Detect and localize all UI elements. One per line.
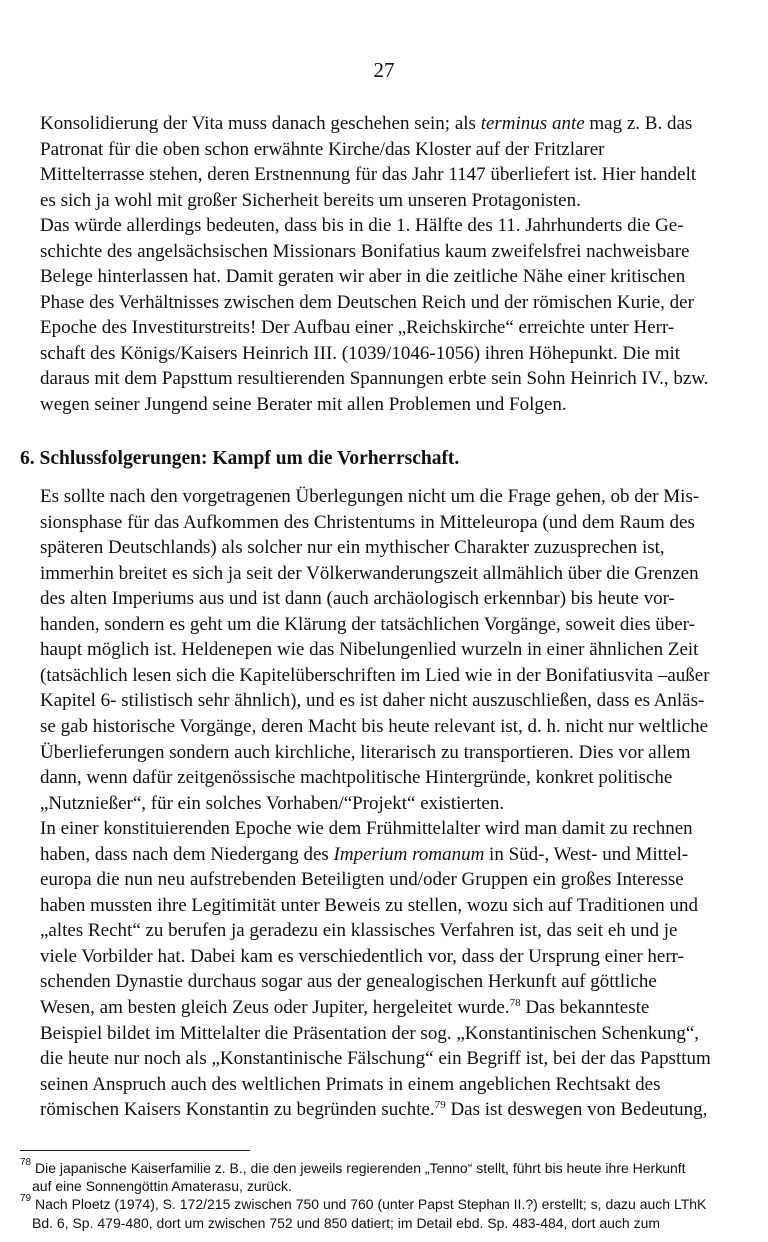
footnote-marker: 79 xyxy=(20,1193,32,1205)
text-line: dann, wenn dafür zeitgenössische machtpolitische Hintergründe, konkret politische xyxy=(40,767,673,789)
text-line: Phase des Verhältnisses zwischen dem Deutschen Reich und der römischen Kurie, der xyxy=(40,291,694,313)
text-line: europa die nun neu aufstrebenden Beteiligten und/oder Gruppen ein großes Interesse xyxy=(40,869,684,891)
footnote-rule xyxy=(20,1150,250,1151)
italic-term: terminus ante xyxy=(480,113,585,134)
text-line: schichte des angelsächsischen Missionars Bonifatius kaum zweifelsfrei nachweisbare xyxy=(40,240,690,262)
text-line: römischen Kaisers Konstantin zu begründen suchte.$^{79}$ Das ist deswegen von Bedeutung, xyxy=(40,1099,708,1121)
text-line: Konsolidierung der Vita muss danach geschehen sein; als terminus ante mag z. B. das xyxy=(40,113,693,134)
text-line: Kapitel 6- stilistisch sehr ähnlich), und es ist daher nicht auszuschließen, dass es Anläs- xyxy=(40,690,705,712)
text-line: wegen seiner Jungend seine Berater mit allen Problemen und Folgen. xyxy=(40,393,567,415)
text-line: haupt möglich ist. Heldenepen wie das Nibelungenlied wurzeln in einer ähnlichen Zeit xyxy=(40,639,699,661)
footnote-marker: 78 xyxy=(20,1157,32,1168)
text-line: die heute nur noch als „Konstantinische Fälschung“ ein Begriff ist, bei der das Papsttum xyxy=(40,1048,711,1070)
text-line: handen, sondern es geht um die Klärung der tatsächlichen Vorgänge, soweit dies über- xyxy=(40,613,695,635)
text-line: haben, dass nach dem Niedergang des Imperium romanum in Süd-, West- und Mittel- xyxy=(40,843,689,865)
text-line: Mittelterrasse stehen, deren Erstnennung für das Jahr 1147 überliefert ist. Hier handelt xyxy=(40,164,697,185)
text-line: Epoche des Investiturstreits! Der Aufbau einer „Reichskirche“ erreichte unter Herr- xyxy=(40,317,675,338)
text-line: Überlieferungen sondern auch kirchliche, literarisch zu transportieren. Dies vor allem xyxy=(40,741,691,763)
text-line: „altes Recht“ zu berufen ja geradezu ein klassisches Verfahren ist, das seit eh und je xyxy=(40,920,678,942)
text-line: (tatsächlich lesen sich die Kapitelüberschriften im Lied wie in der Bonifatiusvita –außer xyxy=(40,664,710,686)
text-line: Das würde allerdings bedeuten, dass bis in die 1. Hälfte des 11. Jahrhunderts die Ge- xyxy=(40,215,684,236)
text-line: se gab historische Vorgänge, deren Macht bis heute relevant ist, d. h. nicht nur weltliche xyxy=(40,715,708,737)
text-line: seinen Anspruch auch des weltlichen Primats in einem angeblichen Rechtsakt des xyxy=(40,1073,661,1095)
text-line: haben mussten ihre Legitimität unter Beweis zu stellen, wozu sich auf Traditionen und xyxy=(40,894,699,916)
text-line: schenden Dynastie durchaus sogar aus der genealogischen Herkunft auf göttliche xyxy=(40,971,657,993)
text-line: „Nutznießer“, für ein solches Vorhaben/“Projekt“ existierten. xyxy=(40,792,505,814)
italic-term: Imperium romanum xyxy=(333,843,485,865)
footnote-line: auf eine Sonnengöttin Amaterasu, zurück. xyxy=(32,1178,292,1195)
text-line: Beispiel bildet im Mittelalter die Präsentation der sog. „Konstantinischen Schenkung“, xyxy=(40,1022,700,1044)
text-line: Belege hinterlassen hat. Damit geraten wir aber in die zeitliche Nähe einer kritischen xyxy=(40,266,686,287)
text-line: viele Vorbilder hat. Dabei kam es verschiedentlich vor, dass der Ursprung einer herr- xyxy=(40,945,684,967)
footnote-marker: 79 xyxy=(434,1099,446,1112)
page-number: 27 xyxy=(373,58,395,82)
text-line: es sich ja wohl mit großer Sicherheit bereits um unseren Protagonisten. xyxy=(40,189,581,211)
text-line: Es sollte nach den vorgetragenen Überlegungen nicht um die Frage gehen, ob der Mis- xyxy=(40,486,700,507)
footnote-line: Bd. 6, Sp. 479-480, dort um zwischen 752 und 850 datiert; im Detail ebd. Sp. 483-484, dort auch zum xyxy=(32,1214,661,1231)
text-line: In einer konstituierenden Epoche wie dem Frühmittelalter wird man damit zu rechnen xyxy=(40,818,693,840)
text-line: sionsphase für das Aufkommen des Christentums in Mitteleuropa (und dem Raum des xyxy=(40,511,695,533)
text-line: daraus mit dem Papsttum resultierenden Spannungen erbte sein Sohn Heinrich IV., bzw. xyxy=(40,368,709,389)
footnote-line: $^{79}$ Nach Ploetz (1974), S. 172/215 zwischen 750 und 760 (unter Papst Stephan II.?) erstellt; s, dazu auch LThK xyxy=(20,1193,707,1213)
text-line: des alten Imperiums aus und ist dann (auch archäologisch erkennbar) bis heute vor- xyxy=(40,588,675,610)
text-line: Patronat für die oben schon erwähnte Kirche/das Kloster auf der Fritzlarer xyxy=(40,138,605,160)
text-line: schaft des Königs/Kaisers Heinrich III. (1039/1046-1056) ihren Höhepunkt. Die mit xyxy=(40,342,681,364)
section-heading: 6. Schlussfolgerungen: Kampf um die Vorherrschaft. xyxy=(20,448,460,469)
text-line: Wesen, am besten gleich Zeus oder Jupiter, hergeleitet wurde.$^{78}$ Das bekannteste xyxy=(40,997,650,1018)
footnote-marker: 78 xyxy=(509,997,521,1009)
text-line: immerhin breitet es sich ja seit der Völkerwanderungszeit allmählich über die Grenzen xyxy=(40,562,699,584)
footnote-line: $^{78}$ Die japanische Kaiserfamilie z. B., die den jeweils regierenden „Tenno“ stellt, führt bis heute ihre Herkunft xyxy=(20,1157,686,1176)
text-line: späteren Deutschlands) als solcher nur ein mythischer Charakter zuzusprechen ist, xyxy=(40,537,665,559)
